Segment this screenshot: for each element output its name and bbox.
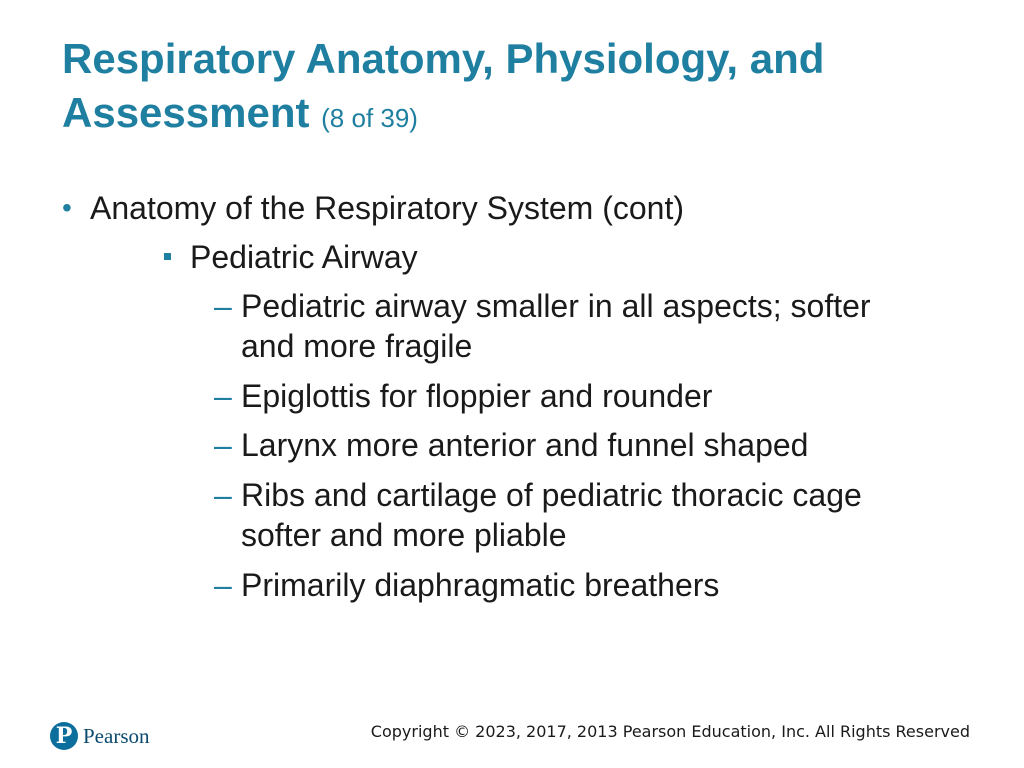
bullet-level3-text: Primarily diaphragmatic breathers bbox=[241, 567, 720, 603]
bullet-level3-text: Ribs and cartilage of pediatric thoracic cage softer and more pliable bbox=[241, 477, 862, 553]
bullet-level3-text: Epiglottis for floppier and rounder bbox=[241, 378, 713, 414]
bullet-square-icon bbox=[164, 253, 171, 260]
slide-title bbox=[62, 32, 962, 145]
dash-icon: – bbox=[214, 427, 232, 463]
dash-icon: – bbox=[214, 477, 232, 513]
dash-icon: – bbox=[214, 288, 232, 324]
pearson-logo-text: Pearson bbox=[83, 723, 150, 748]
dash-icon: – bbox=[214, 378, 232, 414]
pearson-logo bbox=[50, 718, 150, 754]
bullet-level1-text: Anatomy of the Respiratory System (cont) bbox=[90, 190, 684, 226]
copyright-notice: Copyright © 2023, 2017, 2013 Pearson Education, Inc. All Rights Reserved bbox=[370, 722, 970, 741]
bullet-level2-text: Pediatric Airway bbox=[190, 239, 418, 275]
slide-title-text: Respiratory Anatomy, Physiology, and Assessment bbox=[62, 35, 825, 136]
dash-icon: – bbox=[214, 567, 232, 603]
bullet-level3-text: Larynx more anterior and funnel shaped bbox=[241, 427, 809, 463]
bullet-dot-icon: • bbox=[62, 192, 72, 223]
pearson-logo-icon: P bbox=[50, 722, 78, 750]
slide-counter: (8 of 39) bbox=[321, 103, 418, 133]
bullet-level3-text: Pediatric airway smaller in all aspects; softer and more fragile bbox=[241, 288, 871, 364]
